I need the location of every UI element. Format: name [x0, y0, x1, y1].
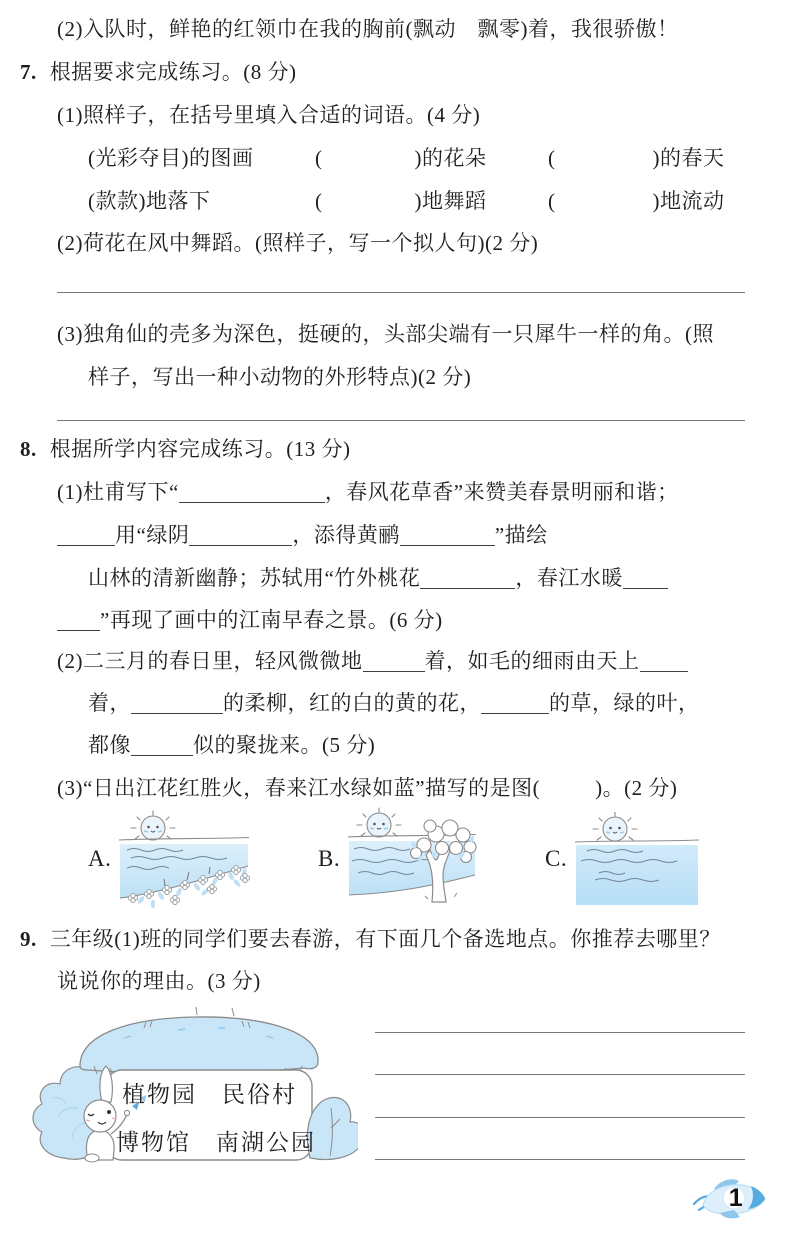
q7-row2-item2: ( )地流动	[548, 189, 725, 213]
scene-a-illustration	[117, 810, 251, 908]
sign-option-row2: 博物馆 南湖公园	[116, 1130, 316, 1155]
q7-sub3-line1: (3)独角仙的壳多为深色，挺硬的，头部尖端有一只犀牛一样的角。(照	[57, 322, 714, 346]
fill-in-blank	[57, 609, 100, 631]
answer-line	[375, 1159, 745, 1160]
answer-line	[57, 292, 745, 293]
fill-in-blank	[189, 524, 292, 546]
sun-icon	[131, 811, 175, 840]
option-b-label: B.	[318, 846, 341, 871]
q8-sub1-line1: (1)杜甫写下“ ，春风花草香”来赞美春景明丽和谐；	[57, 480, 679, 504]
q8-sub2-line1: (2)二三月的春日里，轻风微微地 着，如毛的细雨由天上	[57, 648, 688, 675]
sun-icon	[593, 812, 637, 841]
q9-title-line2: 说说你的理由。(3 分)	[57, 969, 261, 993]
option-a-label: A.	[88, 846, 112, 871]
fill-in-blank	[640, 650, 688, 672]
scene-c-illustration	[573, 812, 701, 908]
fill-in-blank	[131, 734, 193, 756]
q8-sub1-line3: 山林的清新幽静；苏轼用“竹外桃花 ，春江水暖	[88, 565, 668, 592]
horizon-line	[119, 838, 249, 841]
q7-row1-item2: ( )的春天	[548, 146, 725, 170]
fill-in-blank	[623, 567, 668, 589]
scene-b-illustration	[346, 805, 478, 907]
q9-title-line1: 三年级(1)班的同学们要去春游，有下面几个备选地点。你推荐去哪里？	[49, 927, 721, 951]
q7-row2-example: (款款)地落下	[88, 189, 211, 213]
fill-in-blank	[363, 650, 425, 672]
fill-in-blank	[131, 692, 223, 714]
fill-in-blank	[179, 481, 325, 503]
q8-sub1-line4: ”再现了画中的江南早春之景。(6 分)	[57, 607, 443, 634]
q7-sub1-prompt: (1)照样子，在括号里填入合适的词语。(4 分)	[57, 103, 481, 127]
sign-option-row1: 植物园 民俗村	[122, 1082, 297, 1107]
fill-in-blank	[400, 524, 495, 546]
q7-row1-example: (光彩夺目)的图画	[88, 146, 254, 170]
q7-title: 根据要求完成练习。(8 分)	[49, 60, 297, 84]
q8-title: 根据所学内容完成练习。(13 分)	[49, 437, 351, 461]
q8-heading	[20, 436, 351, 463]
q7-number: 7.	[20, 60, 37, 84]
fill-in-blank	[420, 567, 515, 589]
q8-sub2-line3: 都像 似的聚拢来。(5 分)	[88, 733, 376, 757]
q9-heading	[20, 926, 721, 953]
q8-number: 8.	[20, 437, 37, 461]
q7-heading	[20, 59, 297, 86]
answer-line	[375, 1117, 745, 1118]
q7-row1-item1: ( )的花朵	[315, 146, 487, 170]
q7-row2-item1: ( )地舞蹈	[315, 189, 487, 213]
horizon-line	[575, 840, 699, 842]
fill-in-blank	[481, 692, 549, 714]
q7-sub2-prompt: (2)荷花在风中舞蹈。(照样子，写一个拟人句)(2 分)	[57, 231, 539, 255]
q9-number: 9.	[20, 927, 37, 951]
q8-sub3-prompt: (3)“日出江花红胜火，春来江水绿如蓝”描写的是图( )。(2 分)	[57, 776, 678, 800]
sun-icon	[357, 808, 401, 837]
answer-line	[57, 420, 745, 421]
option-c-label: C.	[545, 846, 568, 871]
signboard-roof	[80, 1007, 318, 1079]
answer-line	[375, 1032, 745, 1033]
answer-line	[375, 1074, 745, 1075]
page-number: 1	[728, 1184, 744, 1212]
q6-sub2-text: (2)入队时，鲜艳的红领巾在我的胸前(飘动 飘零)着，我很骄傲！	[57, 17, 679, 41]
q7-sub3-line2: 样子，写出一种小动物的外形特点)(2 分)	[88, 365, 472, 389]
water	[576, 845, 698, 905]
q8-sub2-line2: 着， 的柔柳，红的白的黄的花， 的草，绿的叶，	[88, 691, 700, 715]
q6-sub2-line	[57, 16, 678, 43]
q8-sub1-line2: 用“绿阴 ，添得黄鹂 ”描绘	[57, 522, 548, 549]
fill-in-blank	[57, 524, 115, 546]
